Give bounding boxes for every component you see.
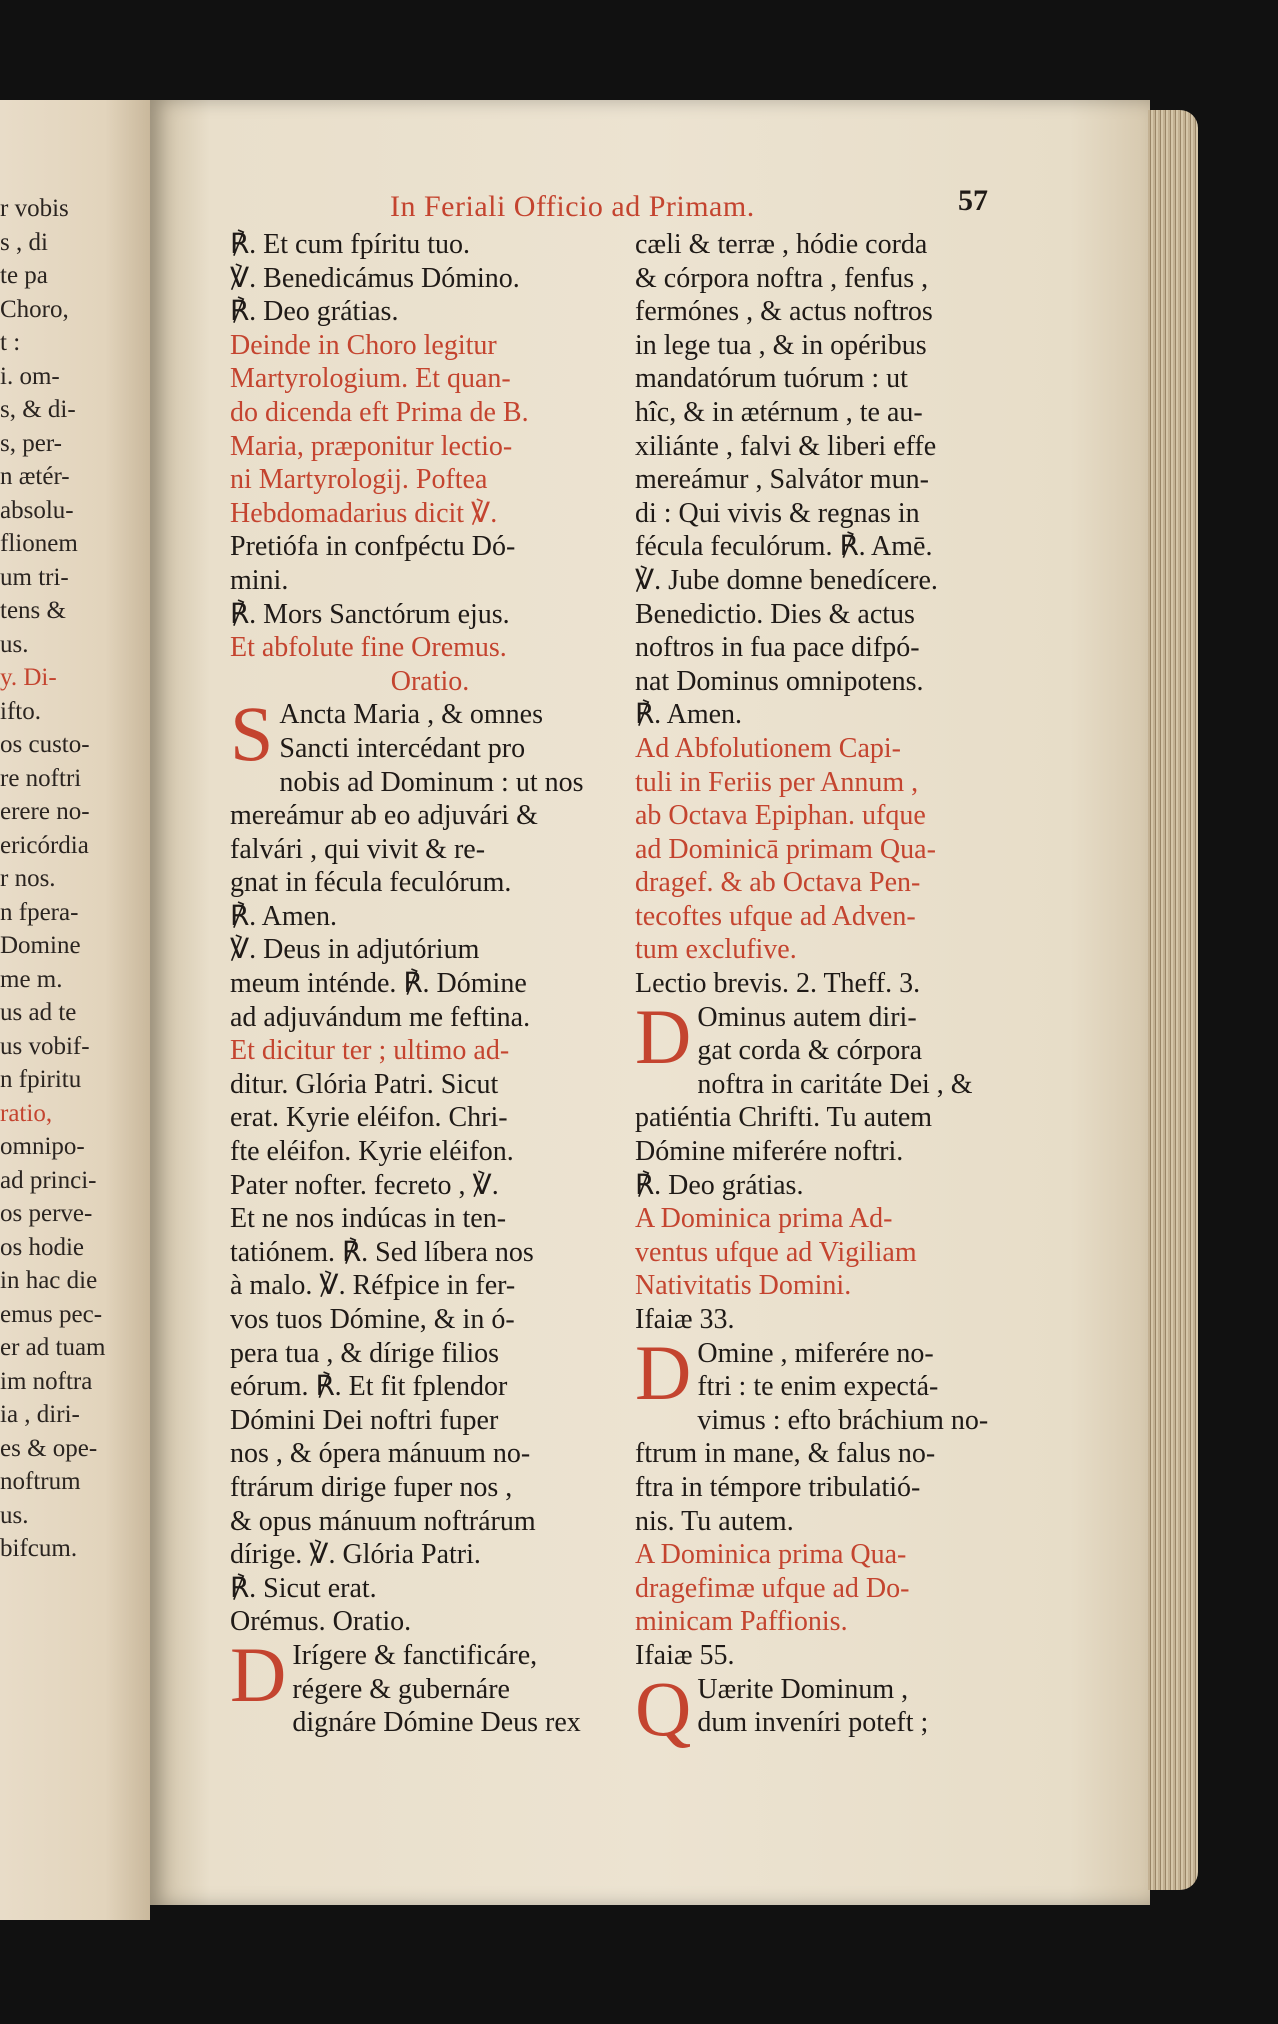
text-line-content: ℟. Et cum fpíritu tuo. [230,229,471,260]
text-line [230,262,630,296]
text-line-content: gat corda & córpora [697,1035,923,1067]
text-line-content: Uærite Dominum , [697,1673,909,1705]
text-line-content: ditur. Glória Patri. Sicut [230,1068,499,1100]
text-line [230,1269,630,1303]
text-line [635,1034,1055,1068]
left-page-fragment: te pa [0,262,48,289]
text-line-content: Sancti intercédant pro [279,732,526,764]
text-line-content: ni Martyrologij. Poftea [230,464,488,496]
text-line-content: ℟. Mors Sanctórum ejus. [230,598,510,630]
text-line-content: ad adjuvándum me feftina. [230,1001,531,1033]
text-line-content: ℣. Benedicámus Dómino. [230,262,520,294]
left-page-fragment: os custo- [0,731,90,758]
text-line-content: Dómine miferére noftri. [635,1136,904,1168]
text-line [635,1605,1055,1639]
text-line [635,1370,1055,1404]
text-line-content: xiliánte , falvi & liberi effe [635,430,937,462]
text-line [230,1169,630,1203]
text-line-content: cæli & terræ , hódie corda [635,229,928,260]
left-page-fragment: in hac die [0,1267,98,1294]
text-line [230,900,630,934]
text-line-content: ℣. Jube domne benedícere. [635,564,938,596]
text-line-content: meum inténde. ℟. Dómine [230,968,527,1000]
text-line [635,732,1055,766]
text-line-content: ℟. Deo grátias. [230,296,399,328]
left-page-fragment: t : [0,329,21,356]
text-line [230,766,630,800]
text-line [635,1437,1055,1471]
left-page-fragment: s, & di- [0,396,76,423]
text-line [635,900,1055,934]
text-line-content: fécula feculórum. ℟. Amē. [635,531,933,563]
text-line [230,631,630,665]
text-line-content: gnat in fécula feculórum. [230,867,512,899]
text-line-content: ftrárum dirige fuper nos , [230,1471,513,1503]
text-line [635,833,1055,867]
text-line-content: Omine , miferére no- [697,1337,934,1369]
left-page-fragment: r vobis [0,195,69,222]
text-line-content: Ominus autem diri- [697,1001,917,1033]
text-line-content: vimus : efto bráchium no- [697,1404,989,1436]
text-line [635,631,1055,665]
text-line [230,598,630,632]
text-line-content: Maria, præponitur lectio- [230,430,513,462]
text-line-content: falvári , qui vivit & re- [230,833,486,865]
text-line-content: Deinde in Choro legitur [230,329,497,361]
text-line [230,295,630,329]
text-line-content: Dómini Dei noftri fuper [230,1404,499,1436]
text-line-content: nat Dominus omnipotens. [635,665,924,697]
text-line [230,1034,630,1068]
left-page-fragment: erere no- [0,798,90,825]
text-line [635,430,1055,464]
text-line [230,1236,630,1270]
text-line-content: Oratio. [390,665,470,697]
page-edges [1148,110,1198,1890]
left-page-fragment: ifto. [0,697,41,725]
text-line [230,497,630,531]
text-line-content: mini. [230,564,289,596]
left-page-fragment: n fpiritu [0,1066,82,1093]
left-page-fragment: s, per- [0,429,62,457]
text-line [635,665,1055,699]
text-line-content: vos tuos Dómine, & in ó- [230,1304,515,1335]
left-column [230,228,630,1740]
left-page-fragment: ad princi- [0,1166,97,1194]
left-page-fragment: tens & [0,597,66,624]
running-head: In Feriali Officio ad Primam. [390,190,755,223]
text-line-content: dírige. ℣. Glória Patri. [230,1539,481,1571]
text-line [230,866,630,900]
text-line-content: nos , & ópera mánuum no- [230,1438,531,1470]
text-line [635,396,1055,430]
text-line [230,1303,630,1337]
drop-cap-initial: D [230,1630,287,1718]
text-line-content: Irígere & fanctificáre, [292,1639,538,1671]
left-page-fragment: Domine [0,932,81,959]
text-line-content: Martyrologium. Et quan- [230,363,511,395]
left-page-fragment: n ætér- [0,463,70,490]
text-line [230,732,630,766]
text-line [230,228,630,262]
text-line [230,1404,630,1438]
text-line [635,1135,1055,1169]
text-line-content: ab Octava Epiphan. ufque [635,800,926,832]
text-line [230,833,630,867]
text-line-content: ℟. Amen. [635,699,743,731]
text-line [635,698,1055,732]
text-line-content: fermónes , & actus noftros [635,296,933,328]
text-line [230,665,630,699]
left-page-fragment: er ad tuam [0,1334,106,1361]
text-line-content: Hebdomadarius dicit ℣. [230,497,498,529]
text-line-content: tatiónem. ℟. Sed líbera nos [230,1236,534,1268]
text-line [230,1135,630,1169]
left-page-fragment: os hodie [0,1233,85,1261]
text-line [635,463,1055,497]
text-line-content: régere & gubernáre [292,1673,510,1705]
text-line-content: Lectio brevis. 2. Theff. 3. [635,968,921,1000]
right-column [635,228,1055,1752]
text-line [635,1505,1055,1539]
text-line [635,564,1055,598]
text-line-content: Et dicitur ter ; ultimo ad- [230,1035,510,1067]
page-number: 57 [958,184,988,217]
text-line-content: hîc, & in ætérnum , te au- [635,396,923,428]
text-line [635,1068,1055,1102]
text-line-content: Et abfolute fine Oremus. [230,632,507,664]
text-line-content: Benedictio. Dies & actus [635,598,915,630]
text-line-content: tecoftes ufque ad Adven- [635,900,916,932]
drop-cap-initial: Q [635,1664,692,1752]
text-line-content: dragefimæ ufque ad Do- [635,1572,910,1604]
text-line-content: Ifaiæ 33. [635,1304,735,1335]
text-line-content: à malo. ℣. Réfpice in fer- [230,1270,516,1302]
text-line [230,1538,630,1572]
text-line-content: in lege tua , & in opéribus [635,329,927,361]
left-page-fragment: ericórdia [0,831,89,859]
text-line-content: ftrum in mane, & falus no- [635,1438,936,1470]
text-line-content: Nativitatis Domini. [635,1270,852,1302]
text-line-content: ftri : te enim expectá- [697,1371,939,1403]
left-page-fragment: Choro, [0,295,69,323]
text-line [635,1101,1055,1135]
text-line [635,1404,1055,1438]
text-line-content: fte eléifon. Kyrie eléifon. [230,1136,514,1168]
left-page-fragment: bifcum. [0,1535,78,1562]
text-line-content: ℟. Sicut erat. [230,1572,377,1604]
text-line-content: & opus mánuum noftrárum [230,1505,536,1537]
text-line-content: Pretiófa in confpéctu Dó- [230,531,516,563]
text-line-content: mereámur ab eo adjuvári & [230,800,538,832]
text-line [230,1505,630,1539]
text-line [230,1605,630,1639]
text-line [635,362,1055,396]
text-line [635,1236,1055,1270]
text-line [230,1101,630,1135]
text-line-content: & córpora noftra , fenfus , [635,262,929,294]
text-line [230,1370,630,1404]
text-line [230,1068,630,1102]
text-line [230,933,630,967]
text-line [635,1471,1055,1505]
text-line [635,967,1055,1001]
left-page-fragment: emus pec- [0,1300,103,1328]
left-page-fragment: r nos. [0,865,56,892]
text-line-content: Pater nofter. fecreto , ℣. [230,1169,499,1201]
left-page-fragment: um tri- [0,563,69,591]
text-line-content: erat. Kyrie eléifon. Chri- [230,1102,508,1134]
left-page-fragment: us. [0,1501,29,1529]
left-page-fragment: ratio, [0,1099,53,1127]
text-line-content: Orémus. Oratio. [230,1606,412,1638]
text-line [230,430,630,464]
text-line [635,1639,1055,1673]
text-line [230,1572,630,1606]
text-line [635,598,1055,632]
text-line-content: nobis ad Dominum : ut nos [279,766,584,798]
left-page-fragment: ia , diri- [0,1401,80,1428]
text-line [230,967,630,1001]
text-line [230,564,630,598]
text-line [230,396,630,430]
text-line [635,1706,1055,1740]
text-line [635,866,1055,900]
text-line [230,463,630,497]
text-line-content: minicam Paffionis. [635,1606,848,1638]
text-line-content: ℟. Amen. [230,900,338,932]
text-line-content: dragef. & ab Octava Pen- [635,867,921,899]
text-line [230,1437,630,1471]
text-line [635,329,1055,363]
text-line-content: mandatórum tuórum : ut [635,363,908,395]
text-line [230,1202,630,1236]
text-line [635,1169,1055,1203]
text-line-content: Ad Abfolutionem Capi- [635,732,901,764]
text-line [635,530,1055,564]
left-page-fragment: s , di [0,228,48,256]
text-line-content: nis. Tu autem. [635,1505,794,1537]
text-line-content: mereámur , Salvátor mun- [635,464,929,496]
drop-cap-initial: S [230,690,274,778]
drop-cap-initial: D [635,992,692,1080]
text-line [635,1572,1055,1606]
text-line-content: di : Qui vivis & regnas in [635,497,920,529]
left-page-fragment: us ad te [0,999,77,1026]
left-page-fragment: flionem [0,530,78,557]
text-line-content: ad Dominicā primam Qua- [635,833,936,865]
text-line [230,1471,630,1505]
text-line [635,1269,1055,1303]
text-line [230,1337,630,1371]
drop-cap-initial: D [635,1328,692,1416]
text-line [635,1202,1055,1236]
text-line-content: tum exclufive. [635,934,797,966]
text-line [635,497,1055,531]
left-page-fragment: os perve- [0,1200,93,1227]
text-line [635,295,1055,329]
text-line-content: dignáre Dómine Deus rex [292,1707,581,1739]
text-line [230,799,630,833]
text-line [635,1303,1055,1337]
left-page-fragment: re noftri [0,764,82,792]
text-line [230,1001,630,1035]
text-line-content: do dicenda eft Prima de B. [230,396,529,428]
left-page-edge [0,100,150,1920]
text-line [230,362,630,396]
text-line-content: ventus ufque ad Vigiliam [635,1236,917,1268]
text-line-content: noftros in fua pace difpó- [635,632,920,664]
left-page-fragment: y. Di- [0,664,57,691]
text-line-content: ℟. Deo grátias. [635,1169,804,1201]
text-line [635,933,1055,967]
text-line-content: ftra in témpore tribulatió- [635,1471,921,1503]
text-line [635,262,1055,296]
text-line-content: Et ne nos indúcas in ten- [230,1203,507,1235]
text-line-content: Ifaiæ 55. [635,1639,735,1671]
left-page-fragment: es & ope- [0,1434,98,1462]
left-page-fragment: absolu- [0,496,74,524]
text-line-content: noftra in caritáte Dei , & [697,1068,973,1100]
text-line-content: dum inveníri poteft ; [697,1707,929,1739]
text-line-content: pera tua , & dírige filios [230,1337,500,1369]
text-line-content: Ancta Maria , & omnes [279,699,543,731]
text-line-content: ℣. Deus in adjutórium [230,934,480,966]
text-line [230,1706,630,1740]
left-page-fragment: n fpera- [0,898,79,926]
text-line-content: A Dominica prima Qua- [635,1539,907,1571]
text-line-content: eórum. ℟. Et fit fplendor [230,1371,508,1403]
text-line [635,799,1055,833]
text-line-content: A Dominica prima Ad- [635,1203,893,1235]
text-line [635,1538,1055,1572]
left-page-fragment: me m. [0,965,63,993]
text-line-content: patiéntia Chrifti. Tu autem [635,1102,933,1134]
text-line [230,329,630,363]
left-page-fragment: omnipo- [0,1133,85,1160]
text-line [230,1673,630,1707]
text-line [230,530,630,564]
left-page-fragment: i. om- [0,362,60,390]
left-page-fragment: im noftra [0,1367,93,1395]
left-page-fragment: noftrum [0,1468,81,1495]
text-line [635,766,1055,800]
left-page-fragment: us vobif- [0,1032,90,1060]
text-line-content: tuli in Feriis per Annum , [635,766,919,798]
text-line [635,228,1055,262]
left-page-fragment: us. [0,630,29,658]
